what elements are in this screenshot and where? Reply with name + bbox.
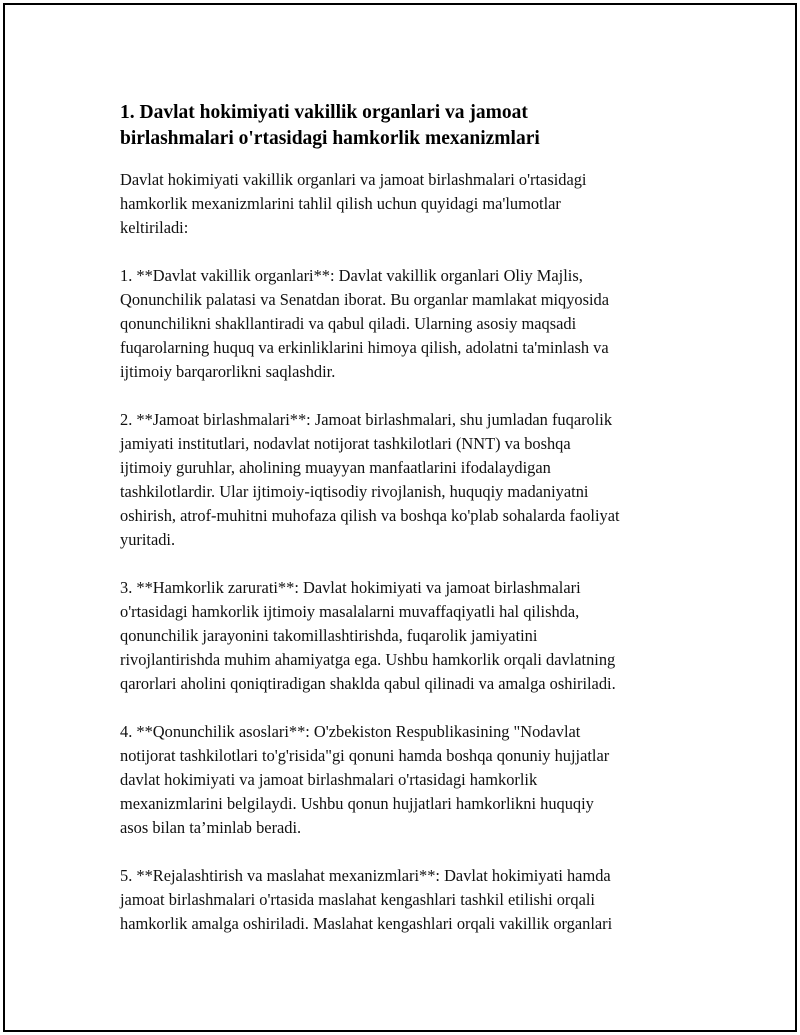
document-body: [120, 100, 695, 960]
paragraph-representative-bodies: 1. **Davlat vakillik organlari**: Davlat vakillik organlari Oliy Majlis, Qonunchilik palatasi va Senatdan iborat. Bu organlar mamlakat miqyosida qonunchilikni shakllantiradi va qabul qiladi. Ularning asosiy maqsadi fuqarolarning huquq va erkinliklarini himoya qilish, adolatni ta'minlash va ijtimoiy barqarorlikni saqlashdir.: [120, 266, 610, 381]
paragraph-legal-foundations: 4. **Qonunchilik asoslari**: O'zbekiston Respublikasining "Nodavlat notijorat tashkilotlari to'g'risida"gi qonuni hamda boshqa qonuniy hujjatlar davlat hokimiyati va jamoat birlashmalari o'rtasidagi hamkorlik mexanizmlarini belgilaydi. Ushbu qonun hujjatlari hamkorlikni huquqiy asos bilan ta’minlab beradi.: [120, 722, 610, 837]
paragraph-cooperation-necessity: 3. **Hamkorlik zarurati**: Davlat hokimiyati va jamoat birlashmalari o'rtasidagi hamkorlik ijtimoiy masalalarni muvaffaqiyatli hal qilishda, qonunchilik jarayonini takomillashtirishda, fuqarolik jamiyatini rivojlantirishda muhim ahamiyatga ega. Ushbu hamkorlik orqali davlatning qarorlari aholini qoniqtiradigan shaklda qabul qilinadi va amalga oshiriladi.: [120, 578, 616, 693]
paragraph-public-associations: 2. **Jamoat birlashmalari**: Jamoat birlashmalari, shu jumladan fuqarolik jamiyati institutlari, nodavlat notijorat tashkilotlari (NNT) va boshqa ijtimoiy guruhlar, aholining muayyan manfaatlarini ifodalaydigan tashkilotlardir. Ular ijtimoiy-iqtisodiy rivojlanish, huquqiy madaniyatni oshirish, atrof-muhitni muhofaza qilish va boshqa ko'plab sohalarda faoliyat yuritadi.: [120, 410, 620, 549]
intro-paragraph: Davlat hokimiyati vakillik organlari va jamoat birlashmalari o'rtasidagi hamkorlik mexanizmlarini tahlil qilish uchun quyidagi ma'lumotlar keltiriladi:: [120, 170, 587, 237]
paragraph-planning-mechanisms: 5. **Rejalashtirish va maslahat mexanizmlari**: Davlat hokimiyati hamda jamoat birlashmalari o'rtasida maslahat kengashlari tashkil etilishi orqali hamkorlik amalga oshiriladi. Maslahat kengashlari orqali vakillik organlari: [120, 866, 613, 933]
section-heading: 1. Davlat hokimiyati vakillik organlari va jamoat birlashmalari o'rtasidagi hamkorlik mexanizmlari: [120, 102, 540, 149]
document-page: [3, 3, 797, 1032]
